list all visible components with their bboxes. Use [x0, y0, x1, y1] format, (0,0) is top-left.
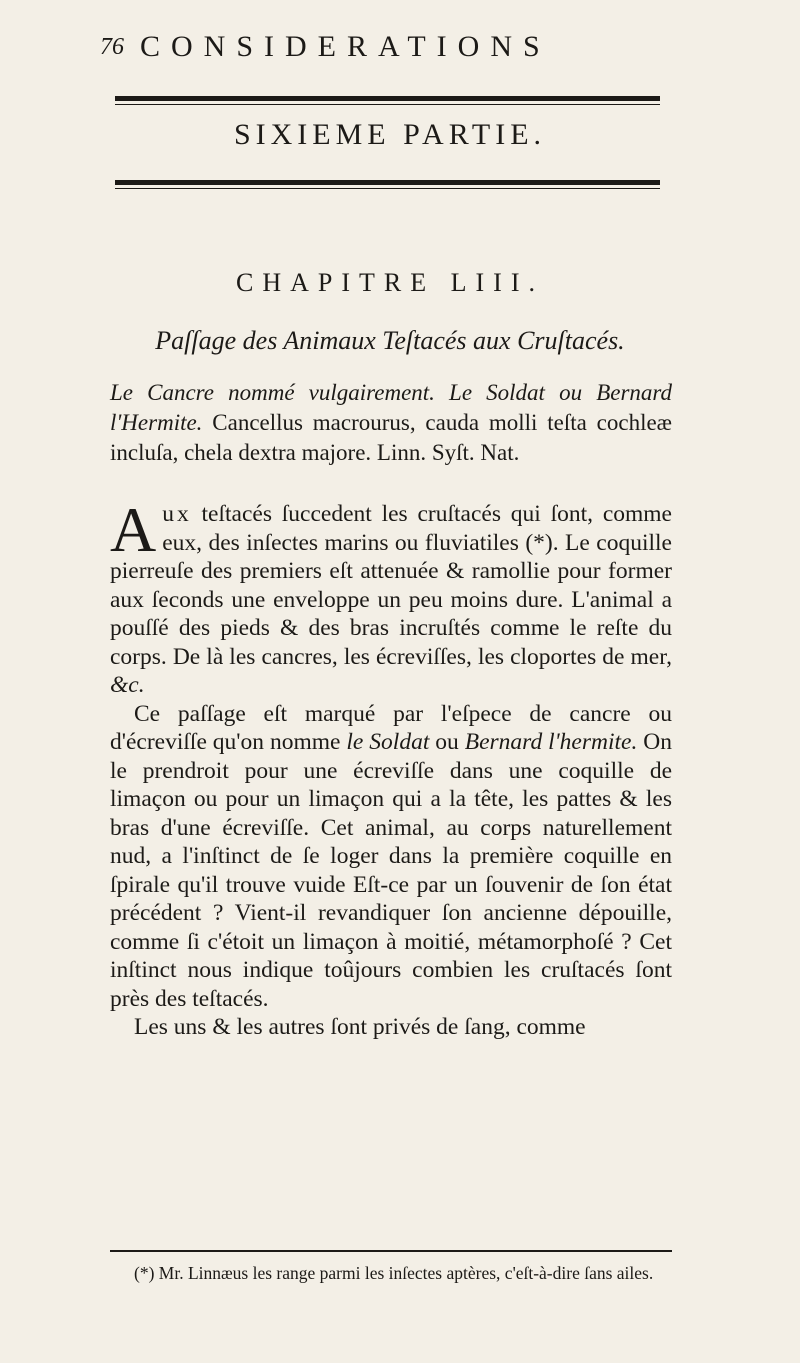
chapter-title: CHAPITRE LIII. [236, 268, 544, 297]
synonymy-block [110, 378, 672, 468]
middle-ornament-rule [115, 180, 660, 185]
part-title: SIXIEME PARTIE. [233, 118, 547, 151]
etc-abbrev: &c. [110, 672, 145, 698]
paragraph-2-text-b: On le prendroit pour une écreviſſe dans une coquille de limaçon ou pour un limaçon qui a la tête, les pattes & les bras d'une écreviſſe. Cet animal, au corps naturellement nud, a l'inſtinct de ſe loger dans la première coquille en ſpirale qu'il trouve vuide Eſt-ce par un ſouvenir de ſon état précédent ? Vient-il revandiquer ſon ancienne dépouille, comme ſi c'étoit un limaçon à moitié, métamorphoſé ? Cet inſtinct nous indique toûjours combien les cruſtacés ſont près des teſtacés. [110, 729, 673, 1012]
synonymy-common-names: Le Cancre nommé vulgairement. Le Soldat ou Bernard l'Hermite. [110, 380, 672, 435]
running-head [100, 30, 660, 70]
body-text [110, 494, 673, 1042]
synonymy-latin: Cancellus macrourus, cauda molli teſta cochleæ incluſa, chela dextra majore. Linn. Syſt. Nat. [110, 410, 673, 465]
page-number: 76 [100, 34, 124, 60]
running-title: CONSIDERATIONS [140, 30, 551, 63]
footnote-rule [110, 1250, 672, 1252]
paragraph-2-text-a: Ce paſſage eſt marqué par l'eſpece de cancre ou d'écreviſſe qu'on nomme [110, 700, 672, 755]
name-bernard: Bernard l'hermite. [464, 729, 638, 755]
top-ornament-rule-thin [115, 104, 660, 105]
drop-cap: A [110, 494, 157, 565]
footnote: (*) Mr. Linnæus les range parmi les inſectes aptères, c'eſt-à-dire ſans ailes. [134, 1263, 654, 1283]
word-ou: ou [435, 729, 459, 755]
paragraph-2 [110, 700, 672, 1014]
paragraph-3-text: Les uns & les autres ſont privés de ſang, comme [134, 1014, 586, 1040]
paragraph-1-text: teſtacés ſuccedent les cruſtacés qui ſont, comme eux, des inſectes marins ou fluviatiles (*). Le coquille pierreuſe des premiers eſt attenuée & ramollie pour former aux ſeconds une enveloppe un peu moins dure. L'animal a pouſſé des pieds & des bras incruſtés comme le reſte du corps. De là les cancres, les écreviſſes, les cloportes de mer, [110, 501, 672, 670]
chapter-subtitle: Paſſage des Animaux Teſtacés aux Cruſtacés. [155, 326, 625, 355]
name-soldat: le Soldat [346, 729, 430, 755]
lead-word: ux [162, 501, 192, 527]
middle-ornament-rule-thin [115, 188, 660, 189]
paragraph-3 [110, 1013, 672, 1042]
top-ornament-rule [115, 96, 660, 101]
paragraph-1 [110, 494, 672, 700]
